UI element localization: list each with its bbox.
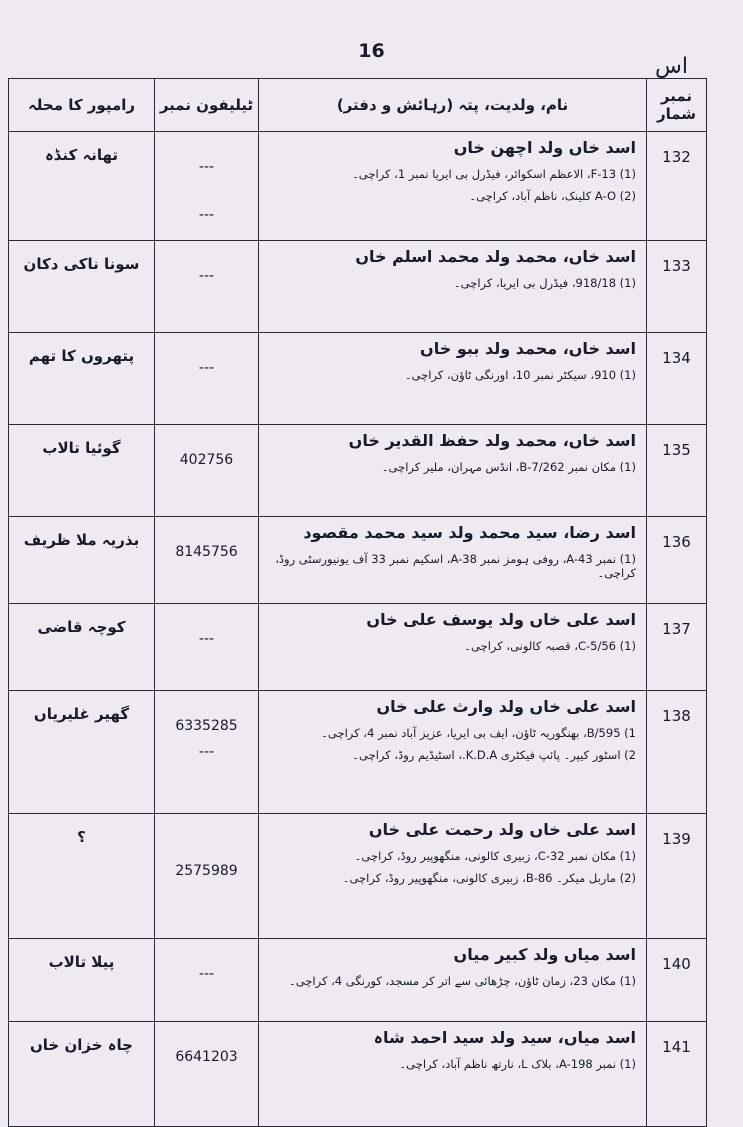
serial-number: 141 xyxy=(647,1022,707,1127)
person-name: اسد میاں، سید ولد سید احمد شاہ xyxy=(373,1028,636,1047)
person-name: اسد خاں، محمد ولد محمد اسلم خاں xyxy=(355,247,636,266)
name-address-cell xyxy=(259,1022,647,1127)
person-name: اسد علی خاں ولد وارث علی خاں xyxy=(376,697,636,716)
table-row xyxy=(9,132,707,241)
serial-number: 132 xyxy=(647,132,707,241)
telephone-number: --- xyxy=(198,268,215,284)
telephone-cell xyxy=(155,132,259,241)
area-name: پتھروں کا تھم xyxy=(9,333,155,425)
telephone-number: 6641203 xyxy=(175,1049,238,1065)
table-row xyxy=(9,1022,707,1127)
address-line: (1) نمبر A-198، بلاک L، نارتھ ناظم آباد، کراچی۔ xyxy=(399,1057,636,1071)
person-name: اسد علی خاں ولد یوسف علی خاں xyxy=(366,610,636,629)
address-line: (1) مکان نمبر B-7/262، انڈس مہران، ملیر کراچی۔ xyxy=(381,460,636,474)
person-name: اسد خاں، محمد ولد ببو خاں xyxy=(420,339,636,358)
telephone-cell xyxy=(155,241,259,333)
person-name: اسد علی خاں ولد رحمت علی خاں xyxy=(368,820,636,839)
table-row xyxy=(9,939,707,1022)
address-line: (1) نمبر A-43، روفی ہومز نمبر A-38، اسکیم نمبر 33 آف یونیورسٹی روڈ، کراچی۔ xyxy=(275,552,636,580)
table-row xyxy=(9,425,707,517)
telephone-number: --- xyxy=(198,207,215,223)
telephone-number: --- xyxy=(198,744,215,760)
telephone-cell xyxy=(155,333,259,425)
address-line: (2) A-O کلینک، ناظم آباد، کراچی۔ xyxy=(469,189,636,203)
serial-number: 140 xyxy=(647,939,707,1022)
name-address-cell xyxy=(259,814,647,939)
table-row xyxy=(9,691,707,814)
header-name: نام، ولدیت، پتہ (رہائش و دفتر) xyxy=(259,79,647,132)
area-name: سونا ناکی دکان xyxy=(9,241,155,333)
address-line: (1) مکان 23، زمان ٹاؤن، چڑھائی سے اتر کر مسجد، کورنگی 4، کراچی۔ xyxy=(288,974,636,988)
area-name: چاہ خزان خاں xyxy=(9,1022,155,1127)
area-name: گوئیا تالاب xyxy=(9,425,155,517)
serial-number: 136 xyxy=(647,517,707,604)
name-address-cell xyxy=(259,132,647,241)
name-address-cell xyxy=(259,691,647,814)
address-line: (1) 918/18، فیڈرل بی ایریا، کراچی۔ xyxy=(453,276,636,290)
name-address-cell xyxy=(259,517,647,604)
telephone-number: 2575989 xyxy=(175,863,238,879)
telephone-cell xyxy=(155,517,259,604)
telephone-number: 402756 xyxy=(179,452,234,468)
person-name: اسد میاں ولد کبیر میاں xyxy=(453,945,636,964)
name-address-cell xyxy=(259,241,647,333)
header-row xyxy=(9,79,707,132)
telephone-number: --- xyxy=(198,360,215,376)
area-name: تھانہ کنڈہ xyxy=(9,132,155,241)
area-name: کوچہ قاضی xyxy=(9,604,155,691)
address-line: (1) C-5/56، قصبہ کالونی، کراچی۔ xyxy=(464,639,636,653)
address-line: 1) B/595، بھنگوریہ ٹاؤن، ایف بی ایریا، عزیز آباد نمبر 4، کراچی۔ xyxy=(321,726,636,740)
serial-number: 137 xyxy=(647,604,707,691)
telephone-number: 8145756 xyxy=(175,544,238,560)
serial-number: 138 xyxy=(647,691,707,814)
address-line: (2) ماربل میکر۔ B-86، زبیری کالونی، منگھوپیر روڈ، کراچی۔ xyxy=(342,871,636,885)
serial-number: 133 xyxy=(647,241,707,333)
telephone-number: 6335285 xyxy=(175,718,238,734)
page-number: 16 xyxy=(358,40,385,62)
telephone-cell xyxy=(155,814,259,939)
address-line: 2) اسٹور کیپر۔ پائپ فیکٹری K.D.A.، اسٹیڈیم روڈ، کراچی۔ xyxy=(352,748,636,762)
serial-number: 134 xyxy=(647,333,707,425)
person-name: اسد خاں ولد اچھن خاں xyxy=(453,138,636,157)
telephone-number: --- xyxy=(198,631,215,647)
area-name: ؟ xyxy=(9,814,155,939)
table-row xyxy=(9,604,707,691)
area-name: گھیر غلیریاں xyxy=(9,691,155,814)
serial-number: 135 xyxy=(647,425,707,517)
telephone-cell xyxy=(155,691,259,814)
serial-number: 139 xyxy=(647,814,707,939)
telephone-cell xyxy=(155,939,259,1022)
name-address-cell xyxy=(259,604,647,691)
address-line: (1) F-13، الاعظم اسکوائر، فیڈرل بی ایریا نمبر 1، کراچی۔ xyxy=(352,167,636,181)
telephone-cell xyxy=(155,425,259,517)
telephone-cell xyxy=(155,604,259,691)
telephone-cell xyxy=(155,1022,259,1127)
header-serial: نمبر شمار xyxy=(647,79,707,132)
person-name: اسد رضا، سید محمد ولد سید محمد مقصود xyxy=(303,523,636,542)
area-name: بذریہ ملا ظریف xyxy=(9,517,155,604)
name-address-cell xyxy=(259,425,647,517)
telephone-number: --- xyxy=(198,159,215,175)
address-line: (1) مکان نمبر C-32، زبیری کالونی، منگھوپیر روڈ، کراچی۔ xyxy=(354,849,636,863)
area-name: پیلا تالاب xyxy=(9,939,155,1022)
name-address-cell xyxy=(259,333,647,425)
name-address-cell xyxy=(259,939,647,1022)
header-telephone: ٹیلیفون نمبر xyxy=(155,79,259,132)
table-row xyxy=(9,241,707,333)
address-line: (1) 910، سیکٹر نمبر 10، اورنگی ٹاؤن، کراچی۔ xyxy=(404,368,636,382)
header-area: رامپور کا محلہ xyxy=(9,79,155,132)
table-row xyxy=(9,333,707,425)
table-row xyxy=(9,814,707,939)
directory-table xyxy=(8,78,707,1127)
person-name: اسد خاں، محمد ولد حفظ القدیر خاں xyxy=(348,431,636,450)
table-row xyxy=(9,517,707,604)
telephone-number: --- xyxy=(198,966,215,982)
letter-heading: اس xyxy=(655,54,688,79)
